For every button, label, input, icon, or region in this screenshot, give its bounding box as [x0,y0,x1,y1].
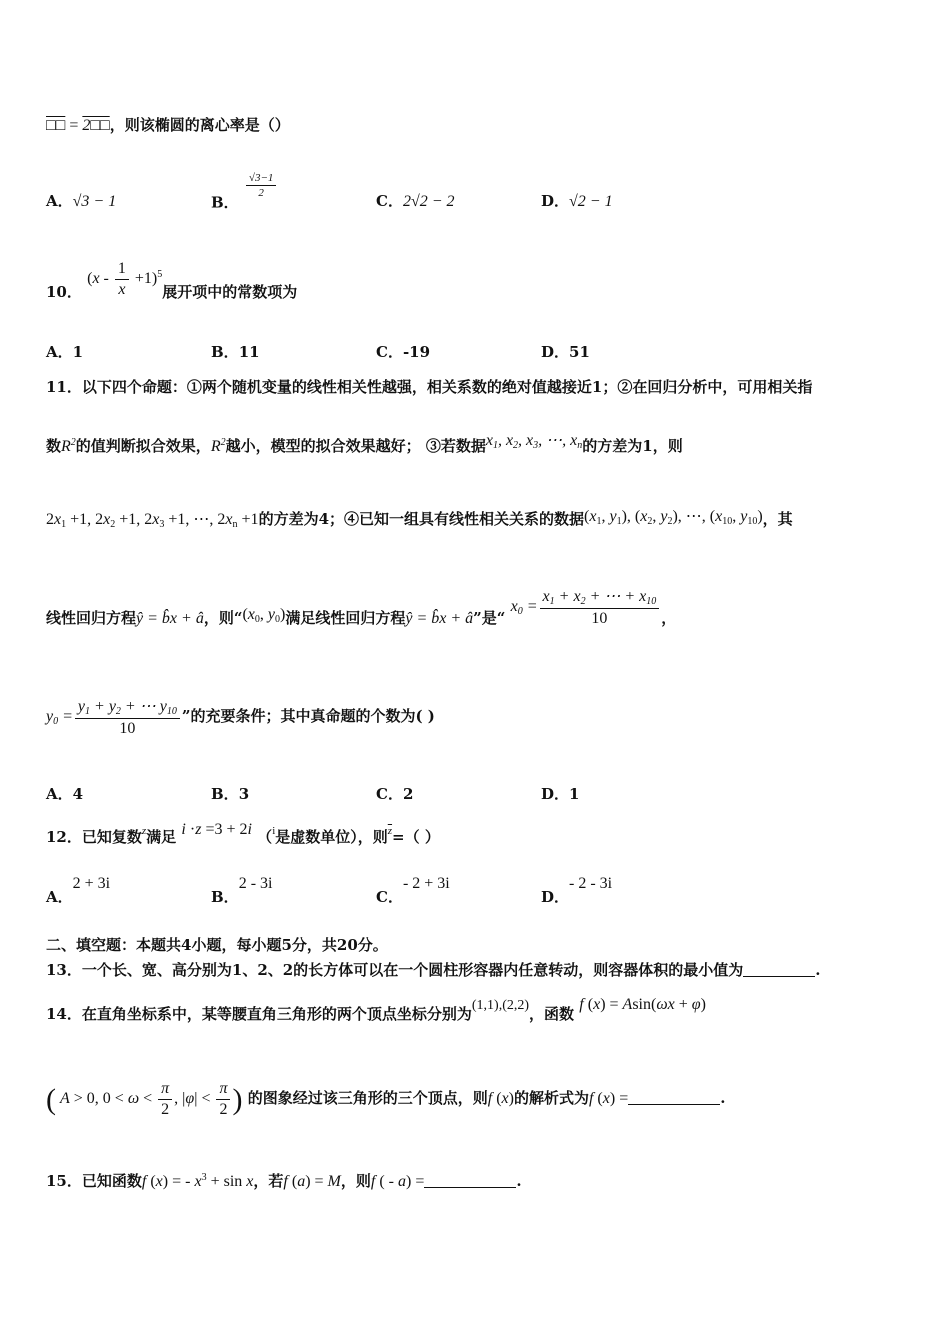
q10-stem: 10． (x - $\frac{1}{x}$ +1)$^5$展开项中的常数项为 [46,260,298,302]
q14-stem: 14．在直角坐标系中，某等腰直角三角形的两个顶点坐标分别为(1,1),(2,2)，函数 f (x) = Asin(ωx + φ) [46,996,706,1023]
section-heading: 二、填空题：本题共4小题，每小题5分，共20分。 [46,936,388,954]
q11-line-1: 11．以下四个命题：①两个随机变量的线性相关性越强，相关系数的绝对值越接近1；②在回归分析中，可用相关指 [46,378,813,396]
q12-stem: 12．已知复数z满足 i ·z =3 + 2i （i是虚数单位），则$\overline{z}=$（ ） [46,821,440,846]
q14-line-2: ( A > 0, 0 < ω < $\frac{\pi}{2}$ , |φ| < $\frac{\pi}{2}$ ) 的图象经过该三角形的三个顶点，则f (x)的解析式为f (x) = . [46,1080,726,1118]
q9-option-d: D．√2 − 1 [541,192,613,210]
q10-option-a: A．1 [46,343,84,361]
q12-option-b: B．2 - 3i [211,875,273,906]
q9-stem: □□ = 2□□，则该椭圆的离心率是（） [46,116,290,134]
binomial-expression: (x - $\frac{1}{x}$ +1)$^5$ [87,260,163,298]
q11-option-c: C．2 [376,785,414,803]
q15-stem: 15．已知函数f (x) = - $x^3 + \sin x$，若f (a) = M，则f ( - a) = . [46,1172,522,1190]
q12-option-a: A．2 + 3i [46,875,111,906]
q11-option-d: D．1 [541,785,580,803]
q13-answer-blank[interactable] [743,976,815,977]
q10-option-c: C．-19 [376,343,431,361]
q11-option-b: B．3 [211,785,250,803]
q11-line-5: $y_0$ = $\frac{y_1 + y_2 + \cdots y_{10}}{10}$ ”的充要条件；其中真命题的个数为( ) [46,698,435,737]
vector-expression: □□ [46,117,66,134]
q13-stem: 13．一个长、宽、高分别为1、2、2的长方体可以在一个圆柱形容器内任意转动，则容器体积的最小值为 . [46,961,821,979]
q11-line-4: 线性回归方程ŷ = b̂x + â，则“($x_0$, $y_0$)满足线性回归方程ŷ = b̂x + â”是“ $x_0$ = $\frac{x_1 + x_2 + \cdots + x_{10}}{10}$ ， [46,588,677,627]
q10-option-b: B．11 [211,343,260,361]
q11-option-a: A．4 [46,785,84,803]
q9-option-b: B． $\frac{√3-1}{2}$ [211,172,278,213]
q9-option-c: C．2√2 − 2 [376,192,455,210]
q11-line-2: 数$R^2$的值判断拟合效果，$R^2$越小，模型的拟合效果越好； ③若数据$x_1$, $x_2$, $x_3$, ⋯, $x_n$的方差为1，则 [46,432,683,455]
q9-stem-text: ，则该椭圆的离心率是（） [109,116,290,134]
q9-option-a: A．√3 − 1 [46,192,117,210]
q12-option-c: C．- 2 + 3i [376,875,450,906]
q12-option-d: D．- 2 - 3i [541,875,613,906]
q15-answer-blank[interactable] [424,1187,516,1188]
q14-answer-blank[interactable] [628,1104,720,1105]
q10-option-d: D．51 [541,343,590,361]
q11-line-3: $2x_1 +1$, $2x_2 +1$, $2x_3 +1$, ⋯, $2x_n +1$的方差为4；④已知一组具有线性相关关系的数据($x_1$, $y_1$), ($x_2$, $y_2$), ⋯, ($x_{10}$, $y_{10}$)，其 [46,508,793,530]
